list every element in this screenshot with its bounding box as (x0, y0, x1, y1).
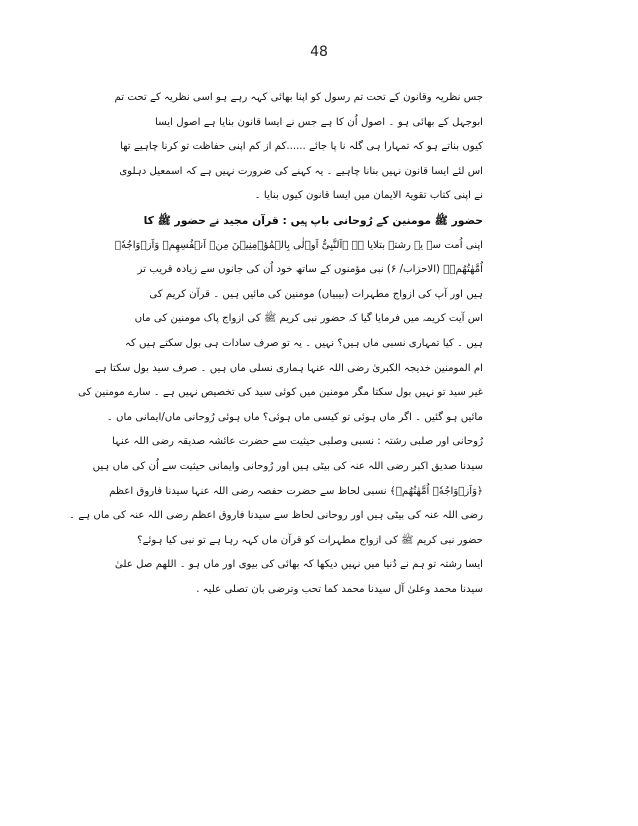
text-line: ام المومنین خدیجہ الکبریٰ رضی اللہ عنہا ہماری نسلی ماں ہیں ۔ صرف سید بول سکتا ہے (94, 362, 483, 374)
text-line: ایسا رشتہ تو ہم نے دُنیا میں نہیں دیکھا کہ بھائی کی بیوی اور ماں ہو ۔ اللھم صل علیٰ (114, 559, 483, 571)
text-line: غیر سید تو نہیں بول سکتا مگر مومنین میں کوئی سید کی تخصیص نہیں ہے ۔ سارے مومنین کی (78, 387, 483, 399)
text-line: ﴿وَاَزۡوَاجُهٗۤ اُمَّهٰتُهُمۡ﴾ نسبی لحاظ سے حضرت حفصہ رضی اللہ عنہا سیدنا فاروق اعظم (109, 485, 483, 497)
text-line: اس آیت کریمہ میں فرمایا گیا کہ حضور نبی کریم ﷺ کی ازواج پاک مومنین کی ماں (134, 313, 483, 325)
urdu-text-body (69, 86, 483, 602)
text-line: ہیں ۔ کیا تمہاری نسبی ماں ہیں؟ نہیں ۔ یہ تو صرف سادات ہی بول سکتے ہیں کہ (125, 337, 483, 349)
text-line: اپنی اُمت سے یہ رشتہ بتلایا ہے ﴿اَلنَّبِیُّ اَوۡلٰی بِالۡمُؤۡمِنِیۡنَ مِنۡ اَنۡفُسِهِمۡ وَاَزۡوَاجُهٗۤ (114, 239, 483, 251)
text-line: حضور نبی کریم ﷺ کی ازواج مطہرات کو قرآن ماں کہہ رہا ہے تو نبی کیا ہوئے؟ (137, 534, 483, 546)
text-line: ابوجہل کے بھائی ہو ۔ اصول اُن کا ہے جس نے ایسا قانون بنایا ہے اصول ایسا (155, 116, 483, 128)
text-line: سیدنا صدیق اکبر رضی اللہ عنہ کی بیٹی ہیں اور رُوحانی وایمانی حیثیت سے اُن کی ماں ہیں (92, 460, 483, 472)
text-line: اس لئے ایسا قانون نہیں بنانا چاہیے ۔ یہ کہنے کی ضرورت نہیں ہے کہ اسمعیل دہلوی (119, 165, 483, 177)
text-line: اُمَّهٰتُهُمۡ﴾ (الاحزاب/ ۶) نبی مؤمنوں کے ساتھ خود اُن کی جانوں سے زیادہ قریب تر (137, 264, 483, 276)
section-heading-line: رُوحانی اور صلبی رشتہ : نسبی وصلبی حیثیت سے حضرت عائشہ صدیقہ رضی اللہ عنہا (111, 436, 483, 448)
text-line: نے اپنی کتاب تقویۃ الایمان میں ایسا قانون کیوں بنایا ۔ (254, 190, 483, 202)
text-line: ہیں اور آپ کی ازواج مطہرات (بیبیاں) مومنین کی مائیں ہیں ۔ قرآن کریم کی (149, 288, 483, 300)
text-line: مائیں ہو گئیں ۔ اگر ماں ہوئی تو کیسی ماں ہوئی؟ ماں ہوئی رُوحانی ماں/ایمانی ماں ۔ (106, 411, 483, 423)
page-number: 48 (310, 44, 328, 60)
text-line: سیدنا محمد وعلیٰ آل سیدنا محمد کما تحب وترضی بان تصلی علیہ . (196, 583, 483, 595)
text-line: کیوں بناتے ہو کہ تمہارا ہی گلہ نا پا جائے ......کم از کم اپنی حفاظت تو کرنا چاہیے تھا (119, 141, 483, 153)
text-line: رضی اللہ عنہ کی بیٹی ہیں اور روحانی لحاظ سے سیدنا فاروق اعظم رضی اللہ عنہ کی ماں ہے ۔ (69, 510, 483, 522)
section-heading-line: حضور ﷺ مومنین کے رُوحانی باپ ہیں : قرآن مجید نے حضور ﷺ کا (143, 213, 483, 227)
text-line: جس نظریہ وقانون کے تحت تم رسول کو اپنا بھائی کہہ رہے ہو اسی نظریہ کے تحت تم (114, 92, 483, 103)
